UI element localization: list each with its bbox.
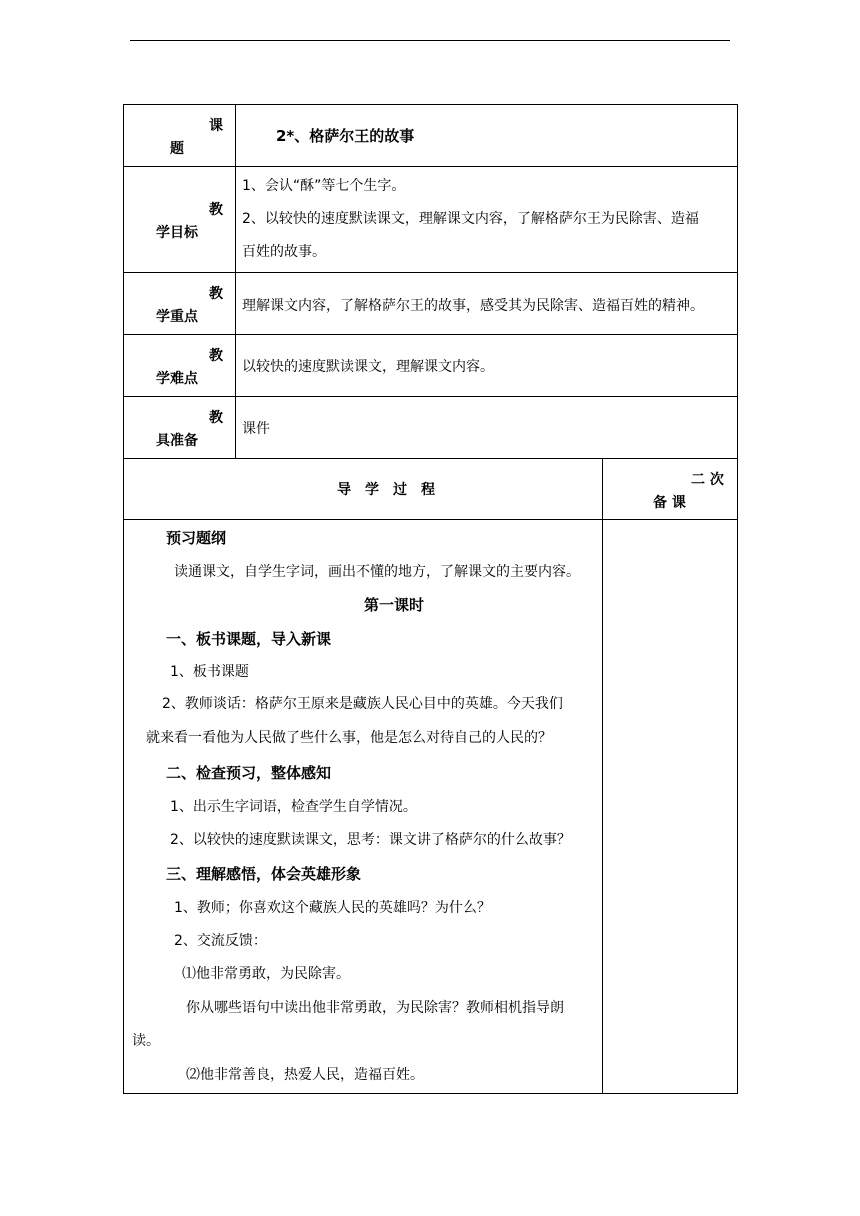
body-paragraph: 2、教师谈话：格萨尔王原来是藏族人民心目中的英雄。今天我们 [162,696,563,712]
goal-line: 1、会认“酥”等七个生字。 [242,178,406,194]
label-column-divider [235,104,236,458]
tools-text: 课件 [242,421,270,437]
body-paragraph: ⑴他非常勇敢，为民除害。 [182,966,350,982]
second-prep-label-top: 二 次 [691,472,724,488]
body-paragraph: 你从哪些语句中读出他非常勇敢，为民除害？教师相机指导朗 [186,1000,564,1016]
topic-label-bottom: 题 [170,141,184,157]
table-border-top [123,104,738,105]
notes-column-divider [602,458,603,1094]
section-heading: 一、板书课题，导入新课 [166,630,332,648]
section-heading: 三、理解感悟，体会英雄形象 [166,865,362,883]
body-paragraph: 读通课文，自学生字词，画出不懂的地方，了解课文的主要内容。 [174,564,580,580]
goal-line: 百姓的故事。 [242,244,326,260]
tools-label-top: 教 [209,410,223,426]
header-rule [130,40,730,41]
table-border-bottom [123,1093,738,1094]
goal-line: 2、以较快的速度默读课文，理解课文内容，了解格萨尔王为民除害、造福 [242,211,699,227]
body-paragraph: 2、以较快的速度默读课文，思考：课文讲了格萨尔的什么故事？ [170,832,571,848]
diff-label-top: 教 [209,348,223,364]
goals-label-bottom: 学目标 [156,225,198,241]
row-divider [123,396,738,397]
second-prep-label-bottom: 备 课 [653,495,686,511]
body-paragraph: ⑵他非常善良，热爱人民，造福百姓。 [186,1067,424,1083]
body-paragraph: 读。 [132,1033,160,1049]
process-header: 导 学 过 程 [337,482,435,498]
row-divider [123,166,738,167]
goals-label-top: 教 [209,202,223,218]
diff-label-bottom: 学难点 [156,371,198,387]
key-label-top: 教 [209,286,223,302]
row-divider [123,334,738,335]
tools-label-bottom: 具准备 [156,433,198,449]
lesson-plan-table [123,104,738,1094]
body-paragraph: 1、出示生字词语，检查学生自学情况。 [170,799,417,815]
lesson-title: 2*、格萨尔王的故事 [276,127,415,145]
row-divider [123,458,738,459]
body-paragraph: 1、教师；你喜欢这个藏族人民的英雄吗？为什么？ [174,900,491,916]
key-label-bottom: 学重点 [156,309,198,325]
table-border-left [123,104,124,1094]
row-divider [123,272,738,273]
preview-outline-title: 预习题纲 [166,529,227,547]
body-paragraph: 就来看一看他为人民做了些什么事，他是怎么对待自己的人民的？ [146,730,552,746]
lesson-period-title: 第一课时 [364,596,425,614]
topic-label-top: 课 [209,118,223,134]
difficulties-text: 以较快的速度默读课文，理解课文内容。 [242,359,494,375]
section-heading: 二、检查预习，整体感知 [166,764,332,782]
row-divider [123,519,738,520]
key-points-text: 理解课文内容，了解格萨尔王的故事，感受其为民除害、造福百姓的精神。 [242,298,704,314]
body-paragraph: 1、板书课题 [170,664,249,680]
body-paragraph: 2、交流反馈： [174,933,267,949]
table-border-right [737,104,738,1094]
